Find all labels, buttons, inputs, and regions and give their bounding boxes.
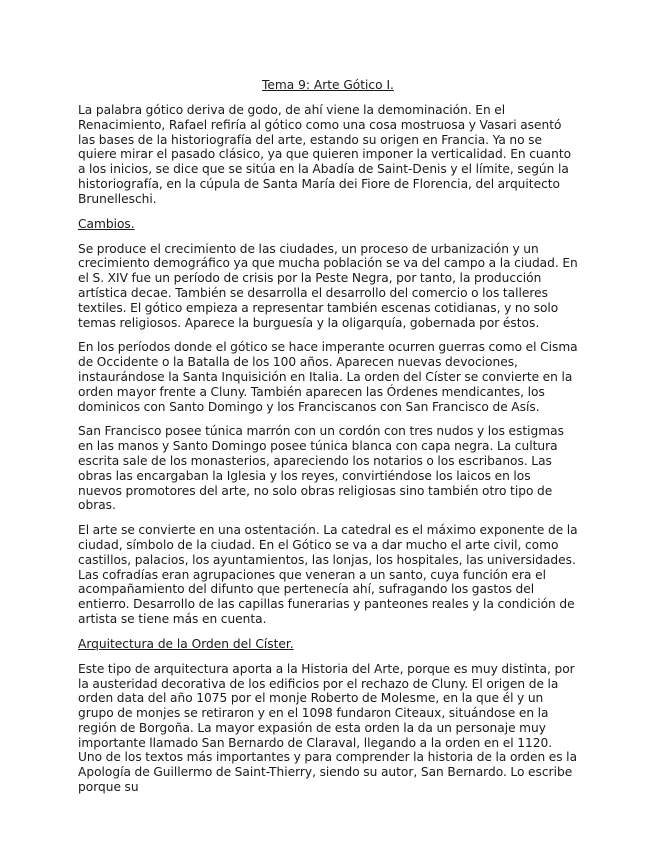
section-heading-arquitectura: Arquitectura de la Orden del Císter. bbox=[78, 636, 294, 651]
cambios-paragraph-3: San Francisco posee túnica marrón con un cordón con tres nudos y los estigmas en las manos y Santo Domingo posee túnica blanca con capa negra. La cultura escrita sale de los monasterios, apareciendo los notarios o los escribanos. Las obras las encargaban la Iglesia y los reyes, convirtiéndose los laicos en los nuevos promotores del arte, no solo obras religiosas sino también otro tipo de obras. bbox=[78, 424, 564, 513]
intro-paragraph: La palabra gótico deriva de godo, de ahí viene la demominación. En el Renacimiento, Rafael refiría al gótico como una cosa mostruosa y Vasari asentó las bases de la historiografía del arte, estando su origen en Francia. Ya no se quiere mirar el pasado clásico, ya que quieren imponer la verticalidad. En cuanto a los inicios, se dice que se sitúa en la Abadía de Saint-Denis y el límite, según la historiografía, en la cúpula de Santa María dei Fiore de Florencia, del arquitecto Brunelleschi. bbox=[78, 103, 572, 206]
cambios-paragraph-2: En los períodos donde el gótico se hace imperante ocurren guerras como el Cisma de Occidente o la Batalla de los 100 años. Aparecen nuevas devociones, instaurándose la Santa Inquisición en Italia. La orden del Císter se convierte en la orden mayor frente a Cluny. También aparecen las Órdenes mendicantes, los dominicos con Santo Domingo y los Franciscanos con San Francisco de Asís. bbox=[78, 340, 578, 414]
document-title: Tema 9: Arte Gótico I. bbox=[262, 78, 394, 92]
document-page bbox=[78, 78, 578, 805]
section-heading-cambios: Cambios. bbox=[78, 216, 135, 231]
cambios-paragraph-4: El arte se convierte en una ostentación. La catedral es el máximo exponente de la ciudad, símbolo de la ciudad. En el Gótico se va a dar mucho el arte civil, como castillos, palacios, los ayuntamientos, las lonjas, los hospitales, las universidades. Las cofradías eran agrupaciones que veneran a un santo, cuya función era el acompañamiento del difunto que pertenecía ahí, sufragando los gastos del entierro. Desarrollo de las capillas funerarias y panteones reales y la condición de artista se tiene más en cuenta. bbox=[78, 523, 578, 626]
arquitectura-paragraph-1: Este tipo de arquitectura aporta a la Historia del Arte, porque es muy distinta, por la austeridad decorativa de los edificios por el rechazo de Cluny. El origen de la orden data del año 1075 por el monje Roberto de Molesme, en la que él y un grupo de monjes se retiraron y en el 1098 fundaron Citeaux, situándose en la región de Borgoña. La mayor expasión de esta orden la da un personaje muy importante llamado San Bernardo de Claraval, llegando a la orden en el 1120. Uno de los textos más importantes y para comprender la historia de la orden es la Apología de Guillermo de Saint-Thierry, siendo su autor, San Bernardo. Lo escribe porque su bbox=[78, 661, 578, 795]
cambios-paragraph-1: Se produce el crecimiento de las ciudades, un proceso de urbanización y un crecimiento demográfico ya que mucha población se va del campo a la ciudad. En el S. XIV fue un período de crisis por la Peste Negra, por tanto, la producción artística decae. También se desarrolla el desarrollo del comercio o los talleres textiles. El gótico empieza a representar también escenas cotidianas, y no solo temas religiosos. Aparece la burguesía y la oligarquía, gobernada por éstos. bbox=[78, 241, 578, 330]
